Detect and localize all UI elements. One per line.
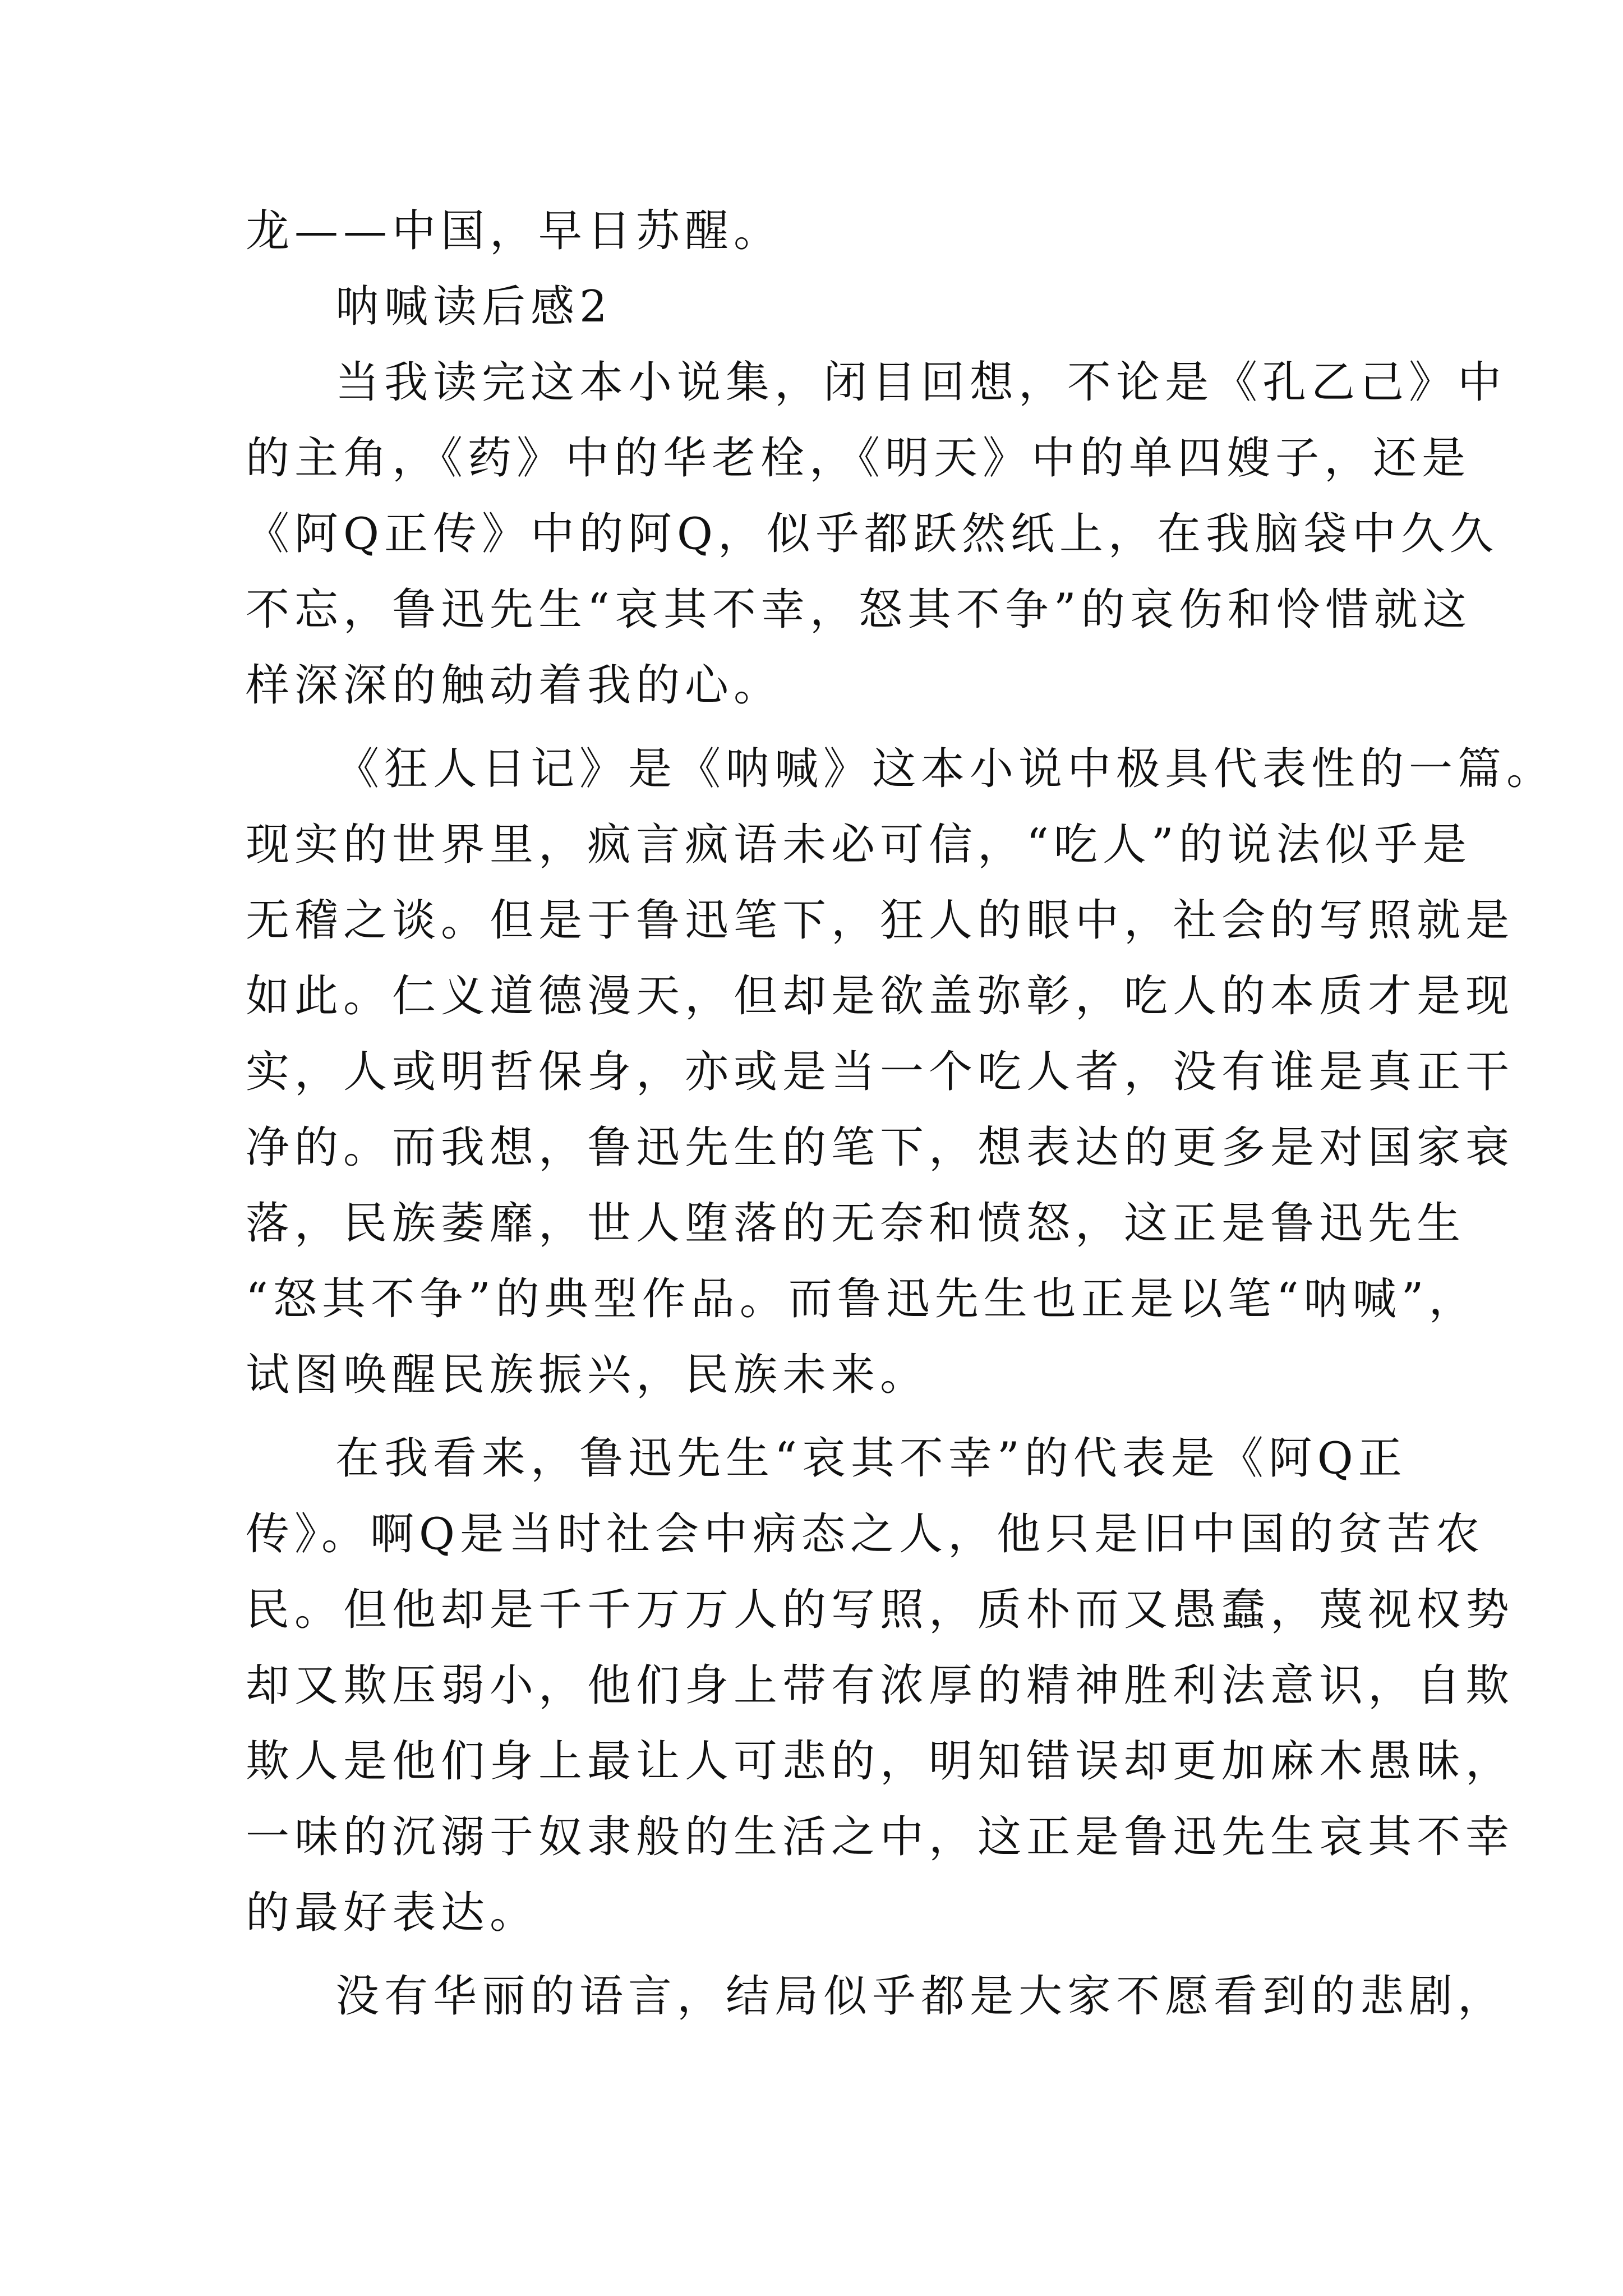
- text-line: 在我看来，鲁迅先生“哀其不幸”的代表是《阿Q正: [335, 1433, 1407, 1484]
- text-line: 欺人是他们身上最让人可悲的，明知错误却更加麻木愚昧，: [246, 1736, 1515, 1787]
- text-line: 没有华丽的语言，结局似乎都是大家不愿看到的悲剧，: [335, 1971, 1507, 2022]
- text-line: 《阿Q正传》中的阿Q，似乎都跃然纸上，在我脑袋中久久: [246, 509, 1498, 559]
- text-line: 实，人或明哲保身，亦或是当一个吃人者，没有谁是真正干: [246, 1047, 1515, 1097]
- text-line: 试图唤醒民族振兴，民族未来。: [246, 1350, 929, 1400]
- text-line: 无稽之谈。但是于鲁迅笔下，狂人的眼中，社会的写照就是: [246, 895, 1515, 946]
- text-line: 如此。仁义道德漫天，但却是欲盖弥彰，吃人的本质才是现: [246, 971, 1515, 1022]
- text-line: 龙——中国，早日苏醒。: [246, 206, 783, 256]
- text-line: 民。但他却是千千万万人的写照，质朴而又愚蠢，蔑视权势: [246, 1585, 1515, 1635]
- text-line: 《狂人日记》是《呐喊》这本小说中极具代表性的一篇。: [335, 744, 1556, 794]
- text-line: 现实的世界里，疯言疯语未必可信，“吃人”的说法似乎是: [246, 820, 1472, 870]
- text-line: 的主角，《药》中的华老栓，《明天》中的单四嫂子，还是: [246, 433, 1471, 484]
- text-line: 净的。而我想，鲁迅先生的笔下，想表达的更多是对国家衰: [246, 1122, 1515, 1173]
- text-line: 当我读完这本小说集，闭目回想，不论是《孔乙己》中: [335, 357, 1507, 408]
- text-line: 不忘，鲁迅先生“哀其不幸，怒其不争”的哀伤和怜惜就这: [246, 585, 1472, 635]
- document-body: [246, 194, 1556, 2035]
- text-line: 落，民族萎靡，世人堕落的无奈和愤怒，这正是鲁迅先生: [246, 1198, 1466, 1249]
- text-line: 传》。啊Q是当时社会中病态之人，他只是旧中国的贫苦农: [246, 1509, 1484, 1559]
- text-line: 却又欺压弱小，他们身上带有浓厚的精神胜利法意识，自欺: [246, 1660, 1515, 1711]
- text-line: 一味的沉溺于奴隶般的生活之中，这正是鲁迅先生哀其不幸: [246, 1812, 1515, 1862]
- section-heading: 呐喊读后感2: [335, 282, 612, 332]
- text-line: “怒其不争”的典型作品。而鲁迅先生也正是以笔“呐喊”，: [246, 1274, 1478, 1324]
- text-line: 的最好表达。: [246, 1888, 539, 1938]
- text-line: 样深深的触动着我的心。: [246, 660, 783, 711]
